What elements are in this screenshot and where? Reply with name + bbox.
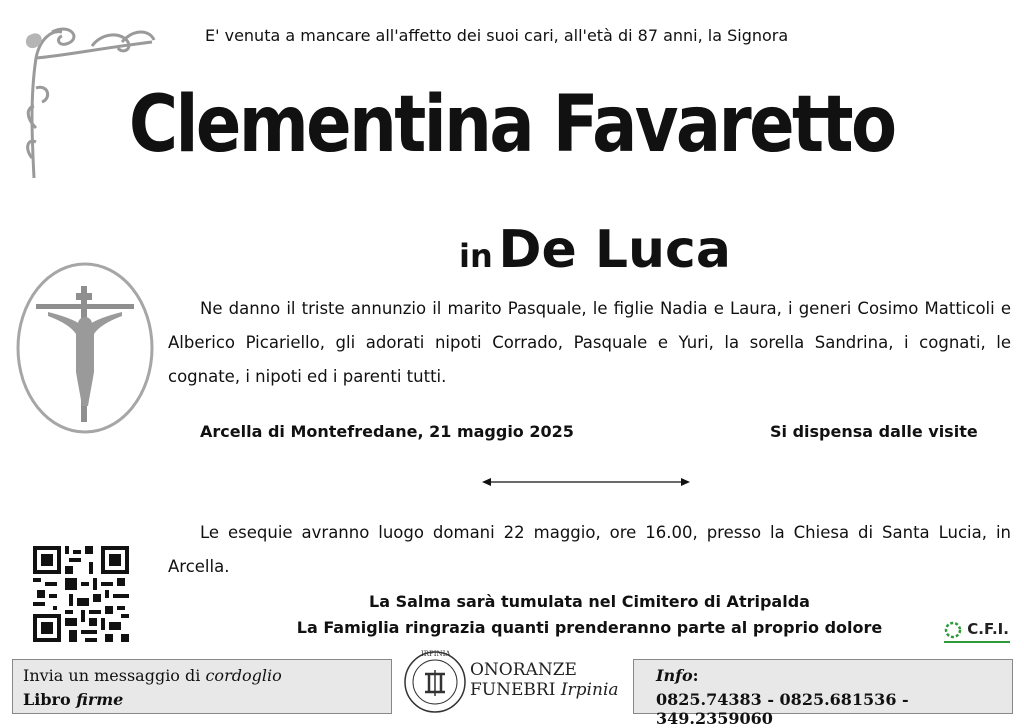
funeral-paragraph: Le esequie avranno luogo domani 22 maggio, ore 16.00, presso la Chiesa di Santa Lucia, in Arcella. — [168, 523, 1011, 576]
logo-caption: IRPINIA — [421, 650, 451, 658]
crucifix-icon — [14, 260, 156, 436]
cfi-mark-icon — [944, 621, 962, 639]
burial-line: La Salma sarà tumulata nel Cimitero di Atripalda — [369, 592, 810, 611]
qr-code[interactable] — [33, 546, 129, 642]
no-visits-note: Si dispensa dalle visite — [770, 422, 978, 441]
info-box — [633, 659, 1013, 728]
thanks-line: La Famiglia ringrazia quanti prenderanno parte al proprio dolore — [296, 618, 883, 637]
place-date: Arcella di Montefredane, 21 maggio 2025 — [200, 422, 574, 441]
cfi-logo — [944, 620, 1010, 643]
info-label: Info: — [656, 666, 699, 685]
deceased-name: Clementina Favaretto — [128, 80, 895, 170]
announcement-paragraph: Ne danno il triste annunzio il marito Pasquale, le figlie Nadia e Laura, i generi Cosimo Matticoli e Alberico Picariello, gli adorati nipoti Corrado, Pasquale e Yuri, la sorella Sandrina, i cognati, le cognate, i nipoti ed i parenti tutti. — [168, 299, 1011, 386]
married-surname: De Luca — [498, 220, 731, 280]
condolence-link[interactable]: Invia un messaggio di cordoglio — [23, 666, 282, 685]
cfi-text: C.F.I. — [967, 620, 1009, 638]
married-prefix: in — [459, 237, 493, 275]
phone-numbers[interactable]: 0825.74383 - 0825.681536 - 349.2359060 — [656, 690, 909, 728]
separator-arrow-icon — [482, 476, 690, 488]
guestbook-link[interactable]: Libro firme — [23, 690, 124, 709]
condolence-box[interactable] — [12, 659, 392, 714]
funeral-home-logo-icon — [403, 650, 467, 714]
intro-text: E' venuta a mancare all'affetto dei suoi cari, all'età di 87 anni, la Signora — [205, 26, 789, 45]
funeral-home-name: ONORANZE FUNEBRI Irpinia — [470, 660, 619, 700]
